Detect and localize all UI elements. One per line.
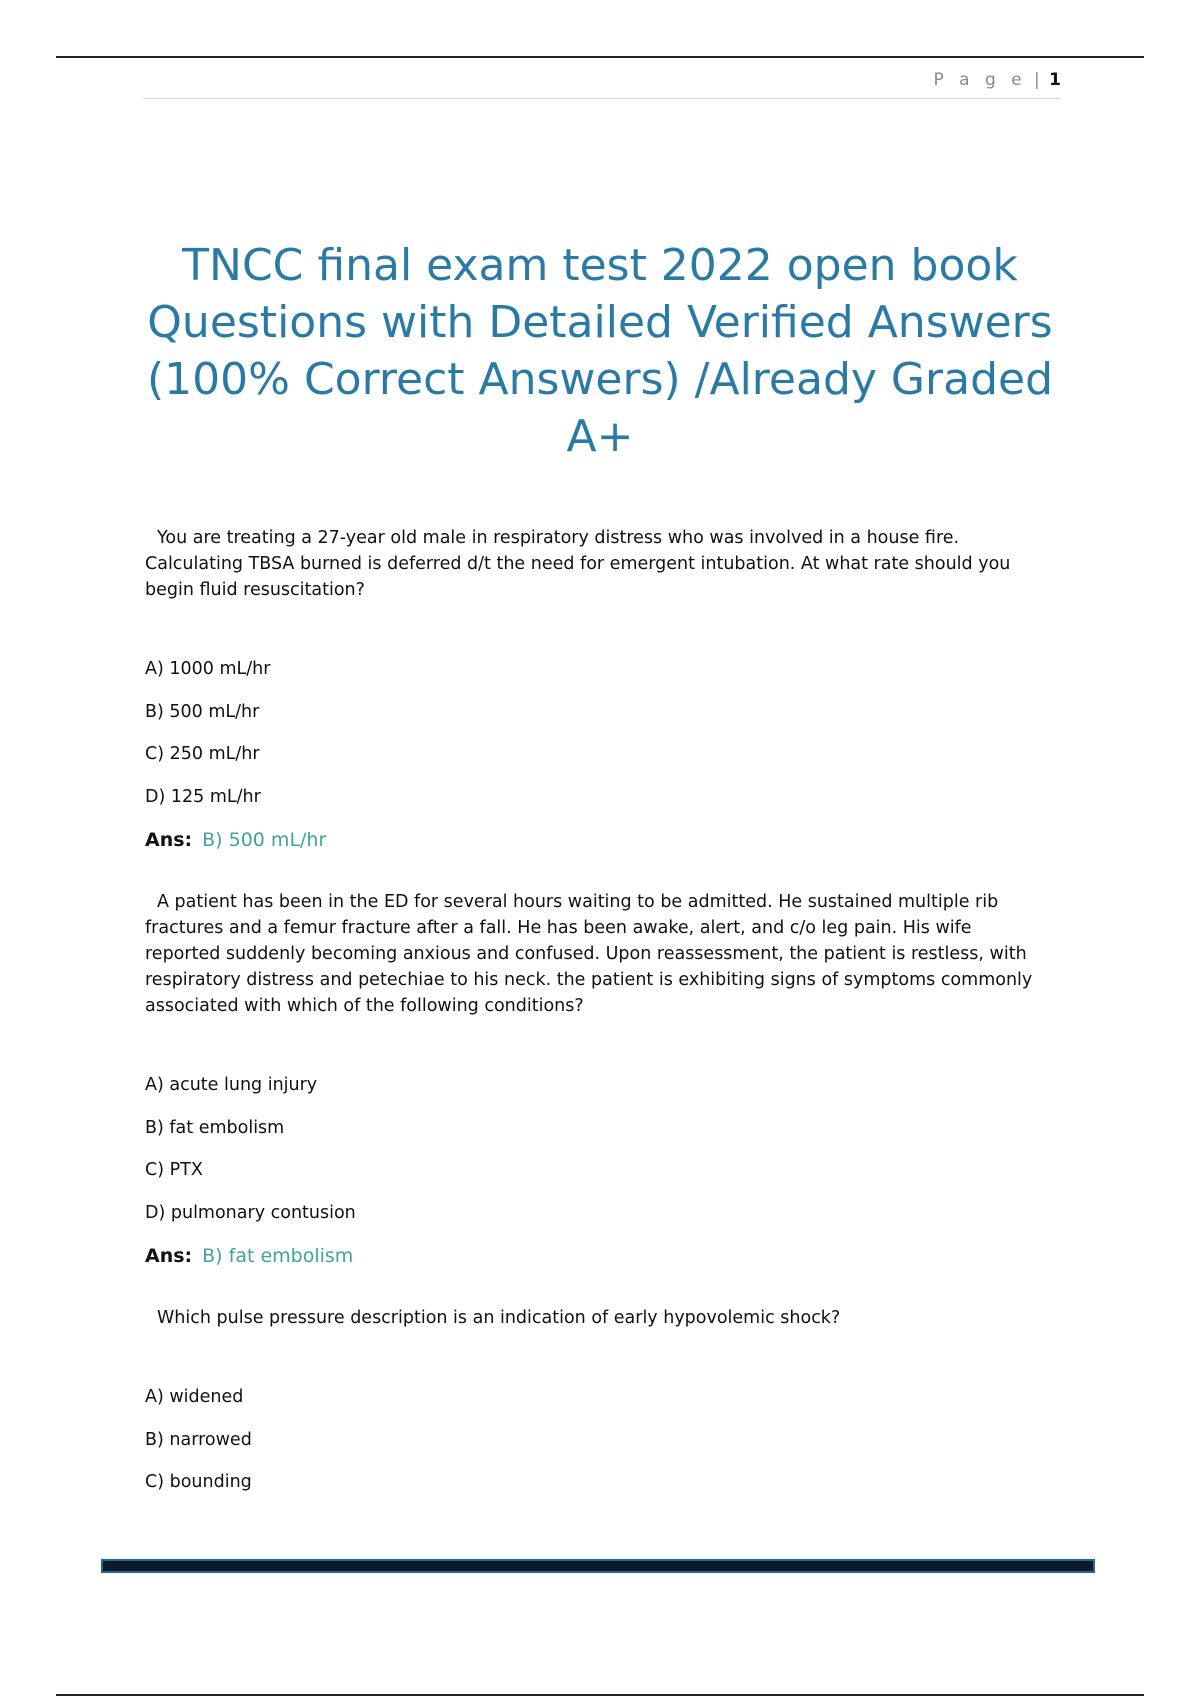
option-c: C) PTX (145, 1160, 203, 1180)
answer-value: B) 500 mL/hr (202, 829, 327, 851)
top-rule (56, 56, 1144, 58)
question-list (145, 525, 1045, 1520)
question-block-1 (145, 525, 1045, 853)
page-number: 1 (1049, 70, 1061, 90)
question-block-3 (145, 1305, 1045, 1494)
question-text: You are treating a 27-year old male in respiratory distress who was involved in a house fire. Calculating TBSA burned is deferred d/t the need for emergent intubation. At what rate should you begin fluid resuscitation? (145, 528, 1011, 600)
option-list (145, 1073, 1045, 1225)
option-c: C) bounding (145, 1472, 252, 1492)
option-b: B) narrowed (145, 1429, 252, 1450)
answer-label: Ans: (145, 1245, 193, 1267)
option-a: A) acute lung injury (145, 1075, 318, 1095)
answer-value: B) fat embolism (202, 1245, 354, 1267)
page-label: P a g e (933, 70, 1027, 90)
option-list (145, 657, 1045, 809)
option-list (145, 1385, 1045, 1494)
option-d: D) pulmonary contusion (145, 1202, 356, 1223)
answer-label: Ans: (145, 829, 193, 851)
footer-bar (101, 1559, 1095, 1573)
option-a: A) widened (145, 1387, 244, 1407)
answer-line (145, 1243, 1045, 1269)
question-text: Which pulse pressure description is an indication of early hypovolemic shock? (157, 1308, 841, 1328)
document-title: TNCC final exam test 2022 open book Questions with Detailed Verified Answers (100% Correct Answers) /Already Graded A+ (147, 240, 1053, 462)
question-text: A patient has been in the ED for several hours waiting to be admitted. He sustained multiple rib fractures and a femur fracture after a fall. He has been awake, alert, and c/o leg pain. His wife reported suddenly becoming anxious and confused. Upon reassessment, the patient is restless, with respiratory distress and petechiae to his neck. the patient is exhibiting signs of symptoms commonly associated with which of the following conditions? (145, 892, 1033, 1016)
option-a: A) 1000 mL/hr (145, 659, 271, 679)
answer-line (145, 827, 1045, 853)
page-separator: | (1034, 70, 1040, 90)
question-block-2 (145, 889, 1045, 1269)
option-b: B) 500 mL/hr (145, 701, 260, 722)
bottom-rule (56, 1694, 1144, 1696)
option-c: C) 250 mL/hr (145, 744, 260, 764)
option-b: B) fat embolism (145, 1117, 285, 1138)
option-d: D) 125 mL/hr (145, 786, 261, 807)
page-header (143, 70, 1061, 99)
